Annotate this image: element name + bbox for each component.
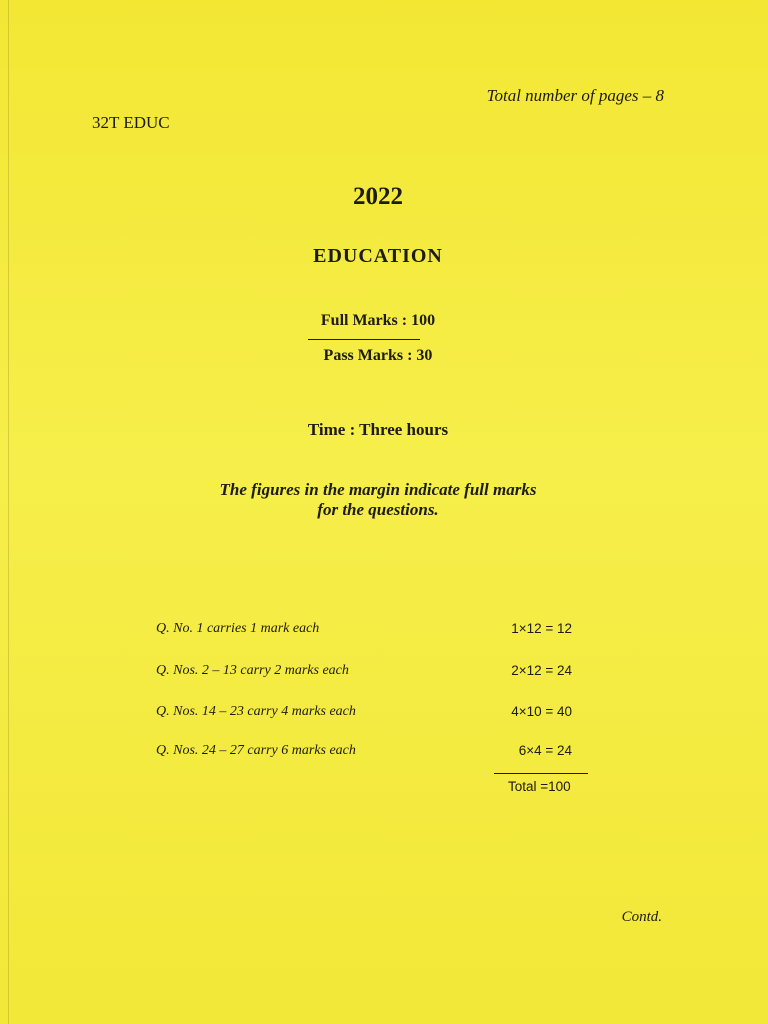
full-marks: Full Marks : 100 [320, 312, 436, 329]
exam-year: 2022 [353, 183, 403, 210]
total-divider [494, 773, 588, 774]
row-calculation: 1×12 = 12 [511, 621, 572, 636]
subject-title: EDUCATION [313, 245, 443, 267]
pass-marks: Pass Marks : 30 [323, 347, 433, 364]
exam-duration: Time : Three hours [307, 420, 449, 439]
row-description: Q. Nos. 14 – 23 carry 4 marks each [156, 704, 356, 719]
row-calculation: 6×4 = 24 [518, 743, 572, 758]
marks-scheme-row [0, 663, 768, 683]
row-description: Q. Nos. 24 – 27 carry 6 marks each [156, 743, 356, 758]
row-calculation: 4×10 = 40 [511, 704, 572, 719]
marks-scheme-row [0, 621, 768, 641]
total-marks: Total =100 [508, 779, 571, 794]
marks-scheme-row [0, 704, 768, 724]
paper-code: 32T EDUC [92, 113, 170, 132]
instructions-line-1: The figures in the margin indicate full marks [219, 480, 537, 499]
row-description: Q. No. 1 carries 1 mark each [156, 621, 320, 636]
marks-scheme-row [0, 743, 768, 763]
row-description: Q. Nos. 2 – 13 carry 2 marks each [156, 663, 349, 678]
row-calculation: 2×12 = 24 [511, 663, 572, 678]
continued-note: Contd. [621, 909, 662, 925]
instructions-line-2: for the questions. [317, 500, 439, 519]
total-pages-note: Total number of pages – 8 [486, 86, 664, 105]
